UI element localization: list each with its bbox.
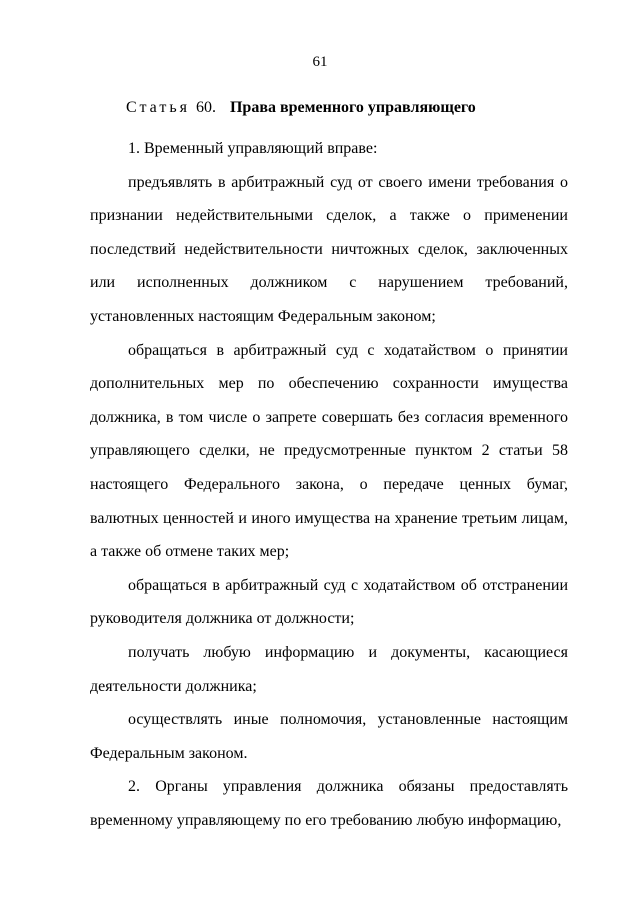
- page-number: 61: [312, 54, 328, 70]
- article-label: Статья: [126, 99, 190, 116]
- paragraph-additional-measures: обращаться в арбитражный суд с ходатайством о принятии дополнительных мер по обеспечению сохранности имущества должника, в том числе о запрете совершать без согласия временного управляющего сделки, не предусмотренные пунктом 2 статьи 58 настоящего Федерального закона, о передаче ценных бумаг, валютных ценностей и иного имущества на хранение третьим лицам, а также об отмене таких мер;: [90, 341, 568, 561]
- clause-1-intro: 1. Временный управляющий вправе:: [128, 140, 378, 157]
- clause-2: 2. Органы управления должника обязаны предоставлять временному управляющему по его требованию любую информацию,: [90, 778, 568, 829]
- article-body: [90, 132, 568, 837]
- paragraph-invalidation-claims: предъявлять в арбитражный суд от своего имени требования о признании недействительными сделок, а также о применении последствий недействительности ничтожных сделок, заключенных или исполненных должником с нарушением требований, установленных настоящим Федеральным законом;: [90, 173, 568, 325]
- paragraph-other-powers: осуществлять иные полномочия, установленные настоящим Федеральным законом.: [90, 711, 568, 762]
- paragraph-removal-of-head: обращаться в арбитражный суд с ходатайством об отстранении руководителя должника от должности;: [90, 576, 568, 628]
- paragraph-receive-information: получать любую информацию и документы, касающиеся деятельности должника;: [90, 643, 568, 695]
- article-number: 60.: [195, 99, 216, 116]
- article-heading: [126, 98, 476, 118]
- article-title: Права временного управляющего: [229, 99, 476, 116]
